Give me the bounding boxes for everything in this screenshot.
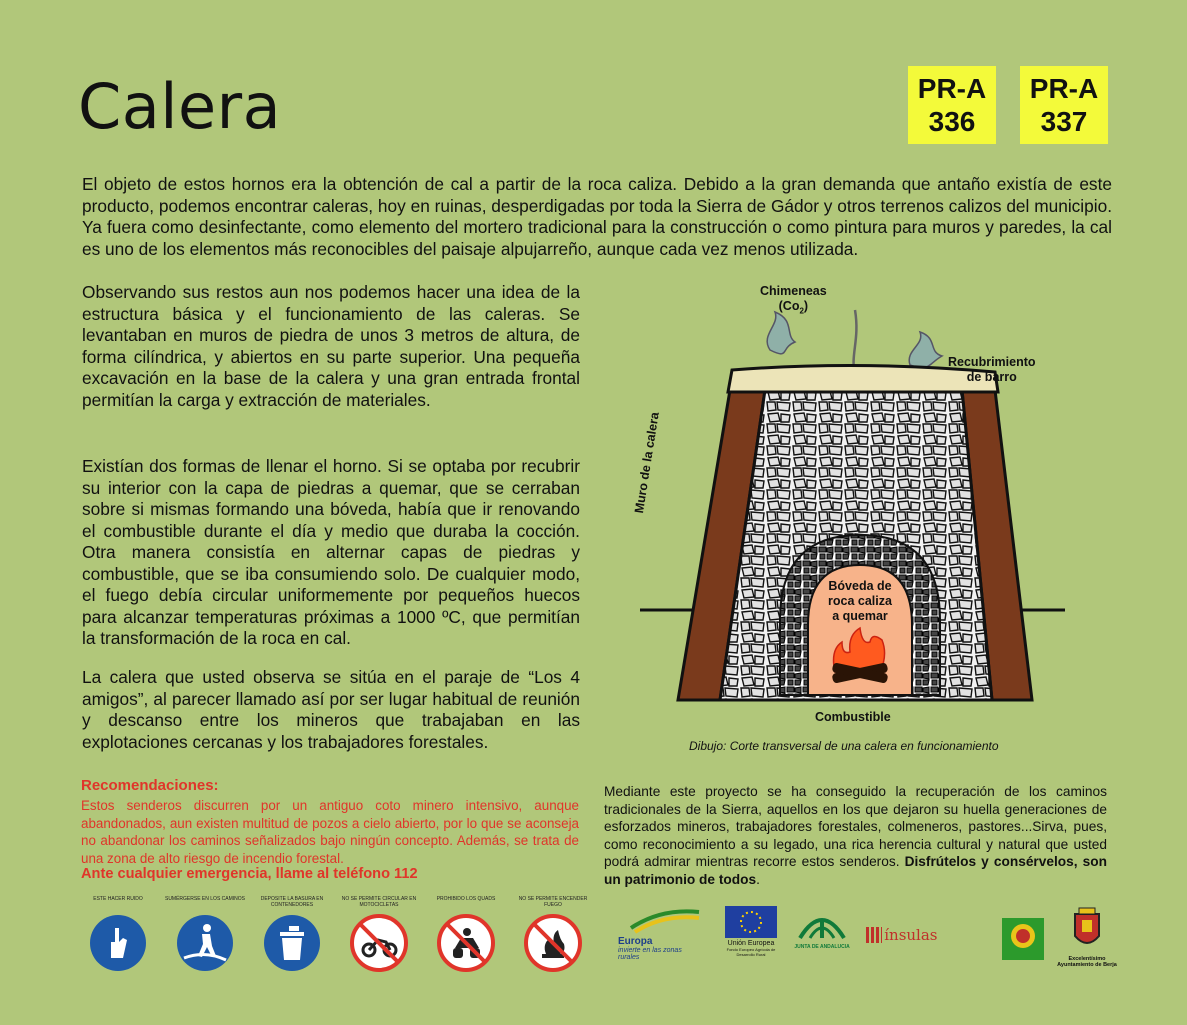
no-motorbike-icon [350,914,408,972]
rule-no-noise: ESTE HACER RUIDO [76,896,160,977]
route-badge-337 [1020,66,1108,144]
hand-icon [89,914,147,972]
diagram-caption: Dibujo: Corte transversal de una calera en funcionamiento [689,739,999,753]
rule-no-fire: NO SE PERMITE ENCENDER FUEGO [511,896,595,977]
label-boveda: Bóveda de roca caliza a quemar [828,579,892,623]
calera-cross-section [610,280,1090,740]
berja-coat-of-arms-icon [1065,906,1109,954]
route-badge-number: 336 [928,106,976,137]
trash-icon [263,914,321,972]
page-title: Calera [78,70,282,143]
rule-no-motorbikes: NO SE PERMITE CIRCULAR EN MOTOCICLETAS [337,896,421,977]
hiker-icon [176,914,234,972]
paragraph-structure: Observando sus restos aun nos podemos hacer una idea de la estructura básica y el funcionamiento de las caleras. Se levantaban en muros de piedra de unos 3 metros de altura, de forma cilíndrica, y abiertos en su parte superior. Una pequeña excavación en la base de la calera y una gran entrada frontal permitían la carga y extracción de materiales. [82,282,580,410]
label-combustible: Combustible [815,710,891,724]
logo-europa: Europa invierte en las zonas rurales [618,906,704,961]
logo-el-cerezo [1002,918,1044,962]
paragraph-filling: Existían dos formas de llenar el horno. Si se optaba por recubrir su interior con la capa de piedras a quemar, que se cerraban sobre si mismas formando una bóveda, había que ir renovando el combustible durante el día y medio que duraba la cocción. Otra manera consistía en alternar capas de piedras y combustible, que se iba consumiendo solo. De cualquier modo, el fuego debía circular uniformemente por pequeños huecos para alcanzar temperaturas próximas a 1000 ºC, que permitían la transformación de la roca en cal. [82,456,580,648]
project-highlight: Disfrútelos y consérvelos, son un patrimonio de todos [604,854,1107,887]
label-muro: Muro de la calera [632,411,662,515]
route-badge-number: 337 [1040,106,1088,137]
smoke-right [909,332,942,368]
calera-diagram [610,280,1090,745]
route-badge-code: PR-A [1029,73,1099,104]
no-fire-icon [524,914,582,972]
rule-stay-on-path: SUMÉRGERSE EN LOS CAMINOS [163,896,247,977]
recommendations-body: Estos senderos discurren por un antiguo coto minero intensivo, aunque abandonados, aun existen multitud de pozos a cielo abierto, por lo que se aconseja no abandonar los caminos señalizados bajo ningún concepto. Además, se trata de una zona de alto riesgo de incendio forestal. [81,798,579,866]
emergency-notice: Ante cualquier emergencia, llame al teléfono 112 [81,866,418,882]
no-quad-icon [437,914,495,972]
logo-berja: Excelentísimo Ayuntamiento de Berja [1052,906,1122,968]
logo-insulas: ínsulas [866,926,988,944]
cerezo-emblem-icon [1002,918,1044,960]
intro-paragraph: El objeto de estos hornos era la obtención de cal a partir de la roca caliza. Debido a la gran demanda que antaño existía de este producto, podemos encontrar caleras, hoy en ruinas, desperdigadas por toda la Sierra de Gádor y otros terrenos calizos del municipio. Ya fuera como desinfectante, como elemento del mortero tradicional para la construcción o como pintura para muros y paredes, la cal es uno de los elementos más reconocibles del paisaje alpujarreño, aunque cada vez menos utilizada. [82,174,1112,259]
logo-union-europea: Unión Europea Fondo Europeo Agrícola de Desarrollo Rural [722,906,780,957]
logo-junta-andalucia: JUNTA DE ANDALUCIA [787,906,857,950]
route-badge-code: PR-A [917,73,987,104]
eu-flag-icon [725,906,777,938]
junta-emblem-icon [792,906,852,942]
rule-use-bins: DEPOSITE LA BASURA EN CONTENEDORES [250,896,334,977]
label-recubrimiento: Recubrimiento de barro [948,355,1036,384]
insulas-mark-icon [866,927,882,943]
recommendations-title: Recomendaciones: [81,777,219,794]
route-badge-336 [908,66,996,144]
europa-stripes-icon [621,906,701,934]
regulation-icons [76,896,586,976]
project-paragraph: Mediante este proyecto se ha conseguido la recuperación de los caminos tradicionales de la Sierra, aquellos en los que dejaron su huella generaciones de esforzados mineros, trabajadores forestales, colmeneros, pastores...Sirva, pues, como reconocimiento a su legado, una rica herencia cultural y natural que usted podrá admirar mientras recorre estos senderos. Disfrútelos y consérvelos, son un patrimonio de todos. [604,784,1107,887]
paragraph-location: La calera que usted observa se sitúa en el paraje de “Los 4 amigos”, al parecer llamado así por ser lugar habitual de reunión y descanso entre los mineros que trabajaban en las explotaciones cercanas y los trabajadores forestales. [82,667,580,752]
label-chimeneas: Chimeneas $(Co_2)$ [760,284,827,316]
rule-no-quads: PROHIBIDO LOS QUADS [424,896,508,977]
